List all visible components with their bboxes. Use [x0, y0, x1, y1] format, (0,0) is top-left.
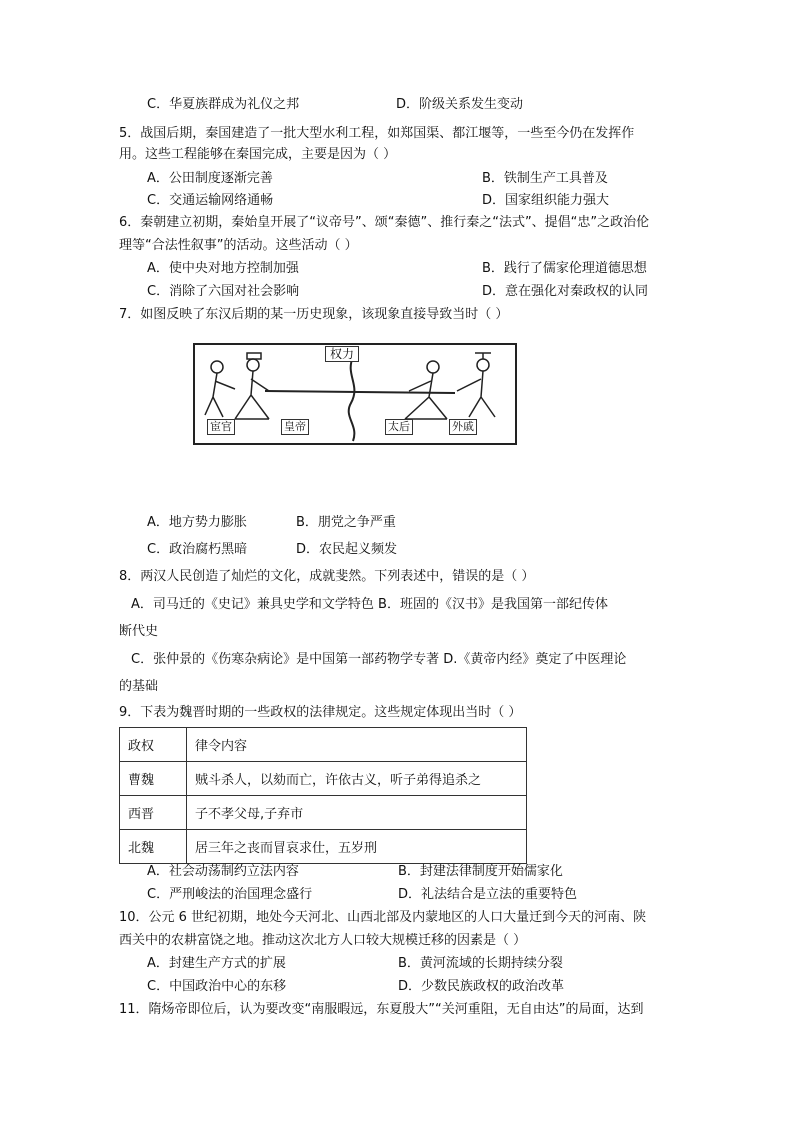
q9-option-c: C．严刑峻法的治国理念盛行	[147, 887, 313, 902]
power-symbol	[349, 357, 355, 441]
table-header-cell: 政权	[120, 728, 187, 762]
table-row	[120, 762, 527, 796]
q5-stem-line2: 用。这些工程能够在秦国完成，主要是因为（ ）	[119, 147, 397, 162]
q8-options-cd-line2: 的基础	[119, 679, 159, 694]
q5-option-c: C．交通运输网络通畅	[147, 193, 274, 208]
q9-option-d: D．礼法结合是立法的重要特色	[398, 887, 578, 902]
emperor-figure	[235, 353, 269, 419]
table-row	[120, 830, 527, 864]
table-cell: 北魏	[120, 830, 187, 864]
q5-stem-line1: 5．战国后期，秦国建造了一批大型水利工程，如郑国渠、都江堰等，一些至今仍在发挥作	[119, 126, 635, 141]
figure-label-eunuch: 宦官	[207, 419, 235, 435]
q9-stem-line1: 9．下表为魏晋时期的一些政权的法律规定。这些规定体现出当时（ ）	[119, 705, 522, 720]
law-table	[119, 727, 527, 864]
figure-label-empress-dowager: 太后	[385, 419, 413, 435]
q6-option-d: D．意在强化对秦政权的认同	[482, 284, 649, 299]
q6-option-b: B．践行了儒家伦理道德思想	[482, 261, 647, 276]
table-cell: 子不孝父母,子弃市	[187, 796, 527, 830]
q8-options-cd-line1: C．张仲景的《伤寒杂病论》是中国第一部药物学专著 D.《黄帝内经》奠定了中医理论	[131, 652, 627, 667]
table-header-row	[120, 728, 527, 762]
eunuch-figure	[205, 361, 235, 417]
table-cell: 贼斗杀人，以劾而亡，许依古义，听子弟得追杀之	[187, 762, 527, 796]
q8-stem-line1: 8．两汉人民创造了灿烂的文化，成就斐然。下列表述中，错误的是（ ）	[119, 569, 535, 584]
q5-option-b: B．铁制生产工具普及	[482, 171, 608, 186]
q9-option-a: A．社会动荡制约立法内容	[147, 864, 299, 879]
figure-label-power: 权力	[325, 346, 359, 362]
table-cell: 西晋	[120, 796, 187, 830]
rope	[265, 391, 455, 393]
q10-option-a: A．封建生产方式的扩展	[147, 956, 286, 971]
q10-stem-line2: 西关中的农耕富饶之地。推动这次北方人口较大规模迁移的因素是（ ）	[119, 933, 527, 948]
q4-option-d: D．阶级关系发生变动	[396, 97, 524, 112]
q8-options-ab-line1: A．司马迁的《史记》兼具史学和文学特色 B．班固的《汉书》是我国第一部纪传体	[131, 597, 608, 612]
q5-option-d: D．国家组织能力强大	[482, 193, 610, 208]
q11-stem-line1: 11．隋炀帝即位后，认为要改变“南服暇远，东夏殷大”“关河重阻，无自由达”的局面，达到	[119, 1002, 644, 1017]
q7-option-c: C．政治腐朽黑暗	[147, 542, 248, 557]
q6-option-a: A．使中央对地方控制加强	[147, 261, 299, 276]
table-header-cell: 律令内容	[187, 728, 527, 762]
q10-stem-line1: 10．公元 6 世纪初期，地处今天河北、山西北部及内蒙地区的人口大量迁到今天的河南、陕	[119, 910, 647, 925]
q9-option-b: B．封建法律制度开始儒家化	[398, 864, 563, 879]
table-cell: 曹魏	[120, 762, 187, 796]
empress-dowager-figure	[405, 361, 447, 419]
q7-option-a: A．地方势力膨胀	[147, 515, 247, 530]
figure-label-consort-kin: 外戚	[449, 419, 477, 435]
q7-option-d: D．农民起义频发	[296, 542, 398, 557]
q10-option-b: B．黄河流域的长期持续分裂	[398, 956, 563, 971]
consort-kin-figure	[457, 353, 495, 417]
q10-option-d: D．少数民族政权的政治改革	[398, 979, 565, 994]
q10-option-c: C．中国政治中心的东移	[147, 979, 287, 994]
q5-option-a: A．公田制度逐渐完善	[147, 171, 273, 186]
q4-option-c: C．华夏族群成为礼仪之邦	[147, 97, 300, 112]
q6-option-c: C．消除了六国对社会影响	[147, 284, 300, 299]
figure-label-emperor: 皇帝	[281, 419, 309, 435]
q6-stem-line2: 理等“合法性叙事”的活动。这些活动（ ）	[119, 238, 358, 253]
q7-option-b: B．朋党之争严重	[296, 515, 396, 530]
q7-stem-line1: 7．如图反映了东汉后期的某一历史现象，该现象直接导致当时（ ）	[119, 307, 509, 322]
q8-options-ab-line2: 断代史	[119, 624, 159, 639]
power-struggle-figure	[193, 343, 517, 445]
q6-stem-line1: 6．秦朝建立初期，秦始皇开展了“议帝号”、颂“秦德”、推行秦之“法式”、提倡“忠”之政治伦	[119, 215, 650, 230]
table-row	[120, 796, 527, 830]
table-cell: 居三年之丧而冒哀求仕，五岁刑	[187, 830, 527, 864]
